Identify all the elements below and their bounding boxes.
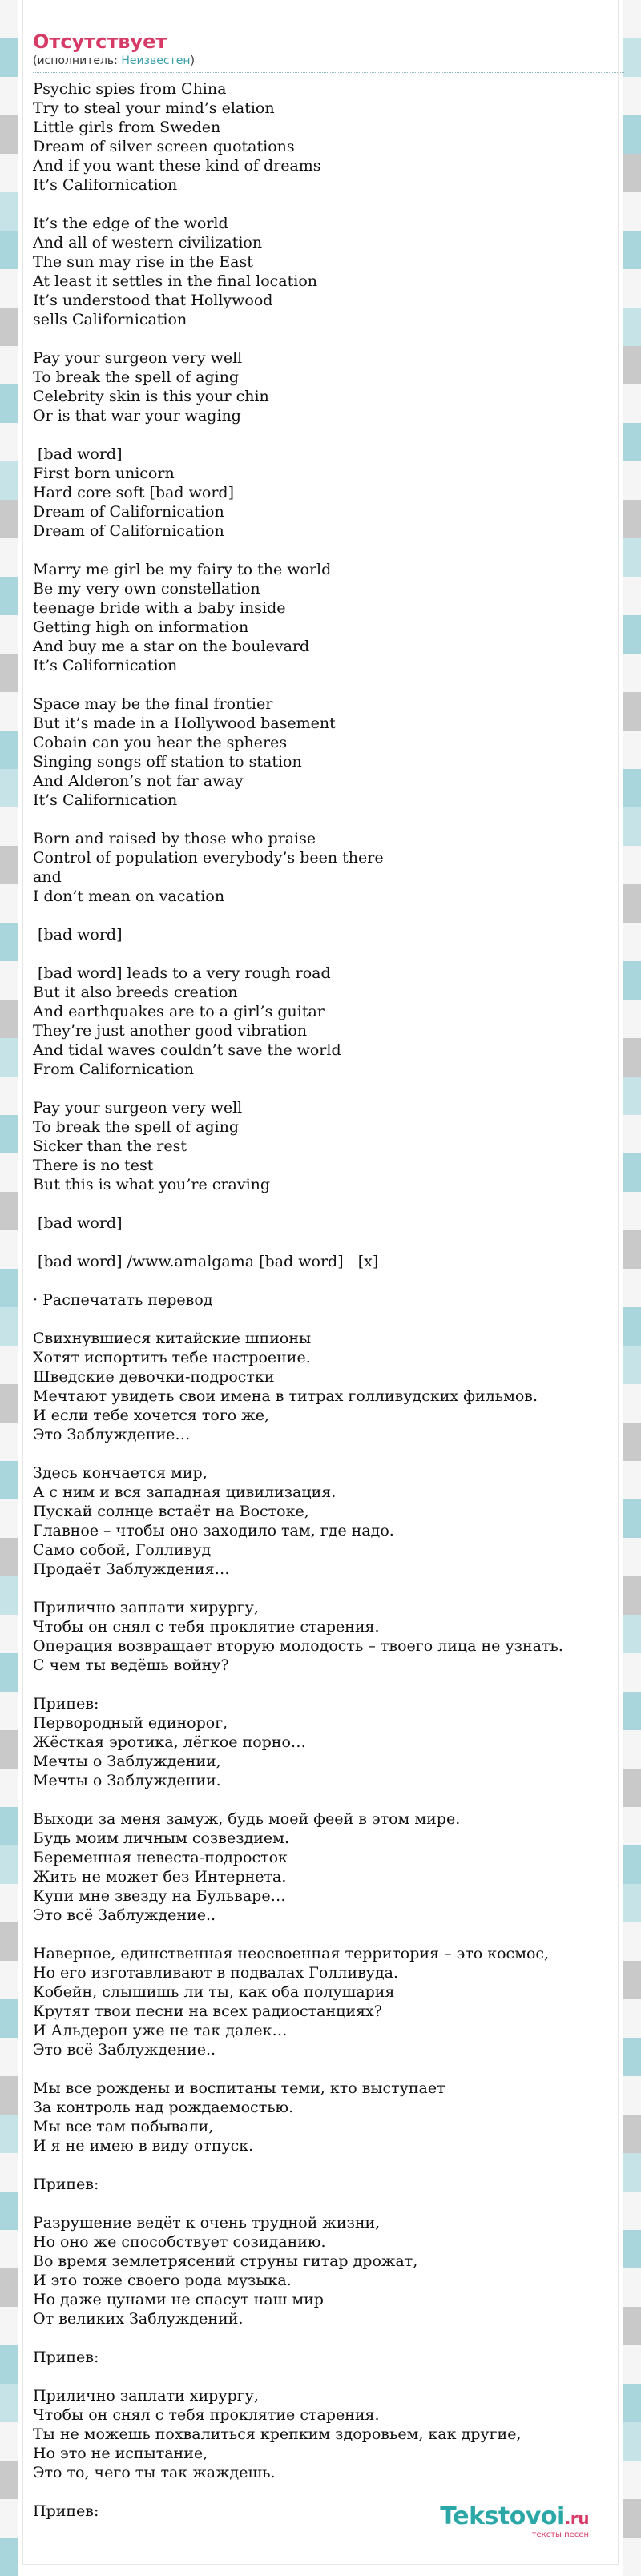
- lyric-line: It’s Californication: [33, 176, 178, 194]
- translation-line: Но даже цунами не спасут наш мир: [33, 2291, 324, 2308]
- translation-line: Это всё Заблуждение..: [33, 2041, 216, 2059]
- translation-line: Будь моим личным созвездием.: [33, 1829, 289, 1847]
- lyric-line: teenage bride with a baby inside: [33, 599, 286, 617]
- header-divider: [33, 72, 624, 73]
- performer-suffix: ): [190, 54, 195, 67]
- song-title: Отсутствует: [33, 30, 167, 53]
- lyric-line: Dream of silver screen quotations: [33, 138, 295, 155]
- lyric-line: Little girls from Sweden: [33, 119, 221, 136]
- translation-line: Но его изготавливают в подвалах Голливуда.: [33, 1964, 399, 1982]
- translation-line: От великих Заблуждений.: [33, 2310, 244, 2328]
- lyric-line: There is no test: [33, 1157, 154, 1174]
- lyric-line: Celebrity skin is this your chin: [33, 388, 269, 405]
- lyric-line: Dream of Californication: [33, 503, 224, 521]
- translation-line: Жёсткая эротика, лёгкое порно…: [33, 1733, 306, 1751]
- lyric-line: At least it settles in the final location: [33, 272, 317, 290]
- translation-line: Пускай солнце встаёт на Востоке,: [33, 1503, 309, 1520]
- lyric-line: It’s the edge of the world: [33, 215, 228, 232]
- lyric-line: Born and raised by those who praise: [33, 830, 316, 847]
- right-decorative-stripe: [623, 0, 641, 2564]
- lyric-line: Sicker than the rest: [33, 1137, 187, 1155]
- translation-line: [33, 2367, 618, 2386]
- translation-line: И это тоже своего рода музыка.: [33, 2272, 292, 2289]
- translation-line: Мы все там побывали,: [33, 2118, 214, 2135]
- lyric-line: [33, 944, 618, 964]
- translation-line: Разрушение ведёт к очень трудной жизни,: [33, 2214, 381, 2232]
- performer-prefix: (исполнитель:: [33, 54, 122, 67]
- lyric-line: From Californication: [33, 1061, 195, 1078]
- lyric-line: And all of western civilization: [33, 234, 263, 252]
- translation-line: Жить не может без Интернета.: [33, 1868, 287, 1886]
- translation-line: [33, 1675, 618, 1694]
- performer-line: [33, 53, 618, 69]
- translation-line: Припев:: [33, 2349, 99, 2366]
- lyric-line: [33, 329, 618, 348]
- lyric-line: To break the spell of aging: [33, 368, 240, 386]
- translation-line: Перворoдный единорог,: [33, 1714, 228, 1732]
- lyric-line: [33, 425, 618, 445]
- lyrics-text: [23, 79, 618, 2521]
- translation-line: [33, 2155, 618, 2175]
- lyric-line: Marry me girl be my fairy to the world: [33, 561, 332, 578]
- lyric-line: sells Californication: [33, 311, 187, 328]
- performer-link[interactable]: Неизвестен: [121, 54, 191, 67]
- lyric-line: Pay your surgeon very well: [33, 349, 243, 367]
- lyric-line: [33, 810, 618, 829]
- translation-line: Ты не можешь похвалиться крепким здоровьем, как другие,: [33, 2425, 522, 2443]
- lyric-line: But it’s made in a Hollywood basement: [33, 714, 336, 732]
- lyric-line: [33, 1194, 618, 1214]
- site-logo[interactable]: [440, 2503, 589, 2540]
- lyric-line: And tidal waves couldn’t save the world: [33, 1041, 341, 1059]
- lyric-line: [33, 1079, 618, 1098]
- translation-line: Это Заблуждение…: [33, 1426, 191, 1443]
- lyric-line: and: [33, 868, 62, 886]
- translation-line: [33, 1790, 618, 1809]
- lyric-line: It’s understood that Hollywood: [33, 292, 273, 309]
- translation-line: [33, 1444, 618, 1463]
- translation-line: Прилично заплати хирургу,: [33, 1599, 259, 1616]
- translation-line: Это то, чего ты так жаждешь.: [33, 2464, 276, 2481]
- translation-line: Наверное, единственная неосвоенная территория – это космос,: [33, 1945, 550, 1962]
- logo-name: Tekstovoi: [440, 2502, 565, 2530]
- translation-line: Здесь кончается мир,: [33, 1464, 208, 1482]
- lyric-line: Dream of Californication: [33, 522, 224, 540]
- lyric-line: It’s Californication: [33, 791, 178, 809]
- lyric-line: Or is that war your waging: [33, 407, 241, 425]
- lyric-line: To break the spell of aging: [33, 1118, 240, 1136]
- translation-line: Припев:: [33, 2176, 99, 2193]
- translation-line: И Альдерон уже не так далек…: [33, 2022, 288, 2039]
- translation-line: С чем ты ведёшь войну?: [33, 1656, 229, 1674]
- translation-line: Но это не испытание,: [33, 2445, 208, 2462]
- lyric-line: Pay your surgeon very well: [33, 1099, 243, 1117]
- lyric-line: [bad word]: [33, 445, 123, 463]
- translation-line: Выходи за меня замуж, будь моей феей в этом мире.: [33, 1810, 461, 1828]
- translation-line: И если тебе хочется того же,: [33, 1407, 270, 1424]
- print-translation-link[interactable]: · Распечатать перевод: [33, 1291, 213, 1309]
- translation-line: [33, 2482, 618, 2502]
- spacer: [33, 1310, 618, 1329]
- lyric-line: And buy me a star on the boulevard: [33, 638, 310, 655]
- spacer: [33, 1271, 618, 1290]
- translation-line: Припев:: [33, 2502, 99, 2520]
- lyric-line: [33, 195, 618, 214]
- lyric-line: Space may be the final frontier: [33, 695, 273, 713]
- lyric-line: They’re just another good vibration: [33, 1022, 308, 1040]
- translation-line: Это всё Заблуждение..: [33, 1906, 216, 1924]
- translation-line: Хотят испортить тебе настроение.: [33, 1349, 311, 1366]
- song-header: [23, 0, 618, 73]
- translation-line: Свихнувшиеся китайские шпионы: [33, 1330, 312, 1347]
- translation-line: Прилично заплати хирургу,: [33, 2387, 259, 2405]
- lyric-line: Cobain can you hear the spheres: [33, 734, 288, 751]
- lyric-line: Try to steal your mind’s elation: [33, 99, 275, 117]
- translation-line: [33, 2059, 618, 2079]
- main-content: [23, 0, 618, 2564]
- lyric-line: First born unicorn: [33, 465, 175, 482]
- translation-line: А с ним и вся западная цивилизация.: [33, 1483, 337, 1501]
- lyric-line: And if you want these kind of dreams: [33, 157, 321, 175]
- translation-line: [33, 2328, 618, 2348]
- lyric-line: And earthquakes are to a girl’s guitar: [33, 1003, 325, 1020]
- lyric-line: [bad word] leads to a very rough road: [33, 964, 331, 982]
- lyric-line: Be my very own constellation: [33, 580, 260, 598]
- translation-line: Кобейн, слышишь ли ты, как оба полушария: [33, 1983, 395, 2001]
- lyric-line: [bad word] /www.amalgama [bad word] [x]: [33, 1253, 379, 1270]
- translation-line: Операция возвращает вторую молодость – твоего лица не узнать.: [33, 1637, 563, 1655]
- lyric-line: And Alderon’s not far away: [33, 772, 244, 790]
- lyric-line: [33, 1233, 618, 1252]
- translation-line: За контроль над рождаемостью.: [33, 2099, 294, 2116]
- translation-line: Главное – чтобы оно заходило там, где надо.: [33, 1522, 394, 1540]
- translation-line: Само собой, Голливуд: [33, 1541, 212, 1559]
- lyric-line: Getting high on information: [33, 618, 249, 636]
- translation-line: Мечты о Заблуждении,: [33, 1753, 221, 1770]
- lyric-line: But this is what you’re craving: [33, 1176, 271, 1193]
- translation-line: Чтобы он снял с тебя проклятие старения.: [33, 1618, 380, 1636]
- translation-line: [33, 2194, 618, 2213]
- lyric-line: The sun may rise in the East: [33, 253, 253, 271]
- translation-line: Беременная невеста-подросток: [33, 1849, 288, 1866]
- translation-line: Во время землетрясений струны гитар дрожат,: [33, 2252, 418, 2270]
- lyric-line: But it also breeds creation: [33, 984, 238, 1001]
- lyric-line: Control of population everybody’s been there: [33, 849, 384, 867]
- lyric-line: It’s Californication: [33, 657, 178, 674]
- translation-line: Припев:: [33, 1695, 99, 1713]
- lyric-line: Singing songs off station to station: [33, 753, 302, 771]
- lyric-line: Psychic spies from China: [33, 80, 227, 98]
- lyric-line: Hard core soft [bad word]: [33, 484, 234, 501]
- logo-tld: .ru: [564, 2509, 589, 2528]
- lyric-line: [33, 541, 618, 560]
- lyric-line: [bad word]: [33, 926, 123, 944]
- translation-line: [33, 1925, 618, 1944]
- lyric-line: [bad word]: [33, 1214, 123, 1232]
- translation-line: Шведские девочки-подростки: [33, 1368, 275, 1386]
- logo-tagline: тексты песен: [531, 2530, 589, 2539]
- translation-line: Мечтают увидеть свои имена в титрах голливудских фильмов.: [33, 1387, 538, 1405]
- translation-line: Купи мне звезду на Бульваре…: [33, 1887, 286, 1905]
- translation-line: [33, 1579, 618, 1598]
- lyric-line: [33, 675, 618, 694]
- translation-line: Продаёт Заблуждения…: [33, 1560, 230, 1578]
- translation-line: Чтобы он снял с тебя проклятие старения.: [33, 2406, 380, 2424]
- lyric-line: [33, 906, 618, 925]
- translation-line: Мы все рождены и воспитаны теми, кто выступает: [33, 2079, 445, 2097]
- translation-line: Мечты о Заблуждении.: [33, 1772, 221, 1789]
- left-decorative-stripe: [0, 0, 18, 2564]
- translation-line: Но оно же способствует созиданию.: [33, 2233, 326, 2251]
- lyric-line: I don’t mean on vacation: [33, 888, 225, 905]
- translation-line: Крутят твои песни на всех радиостанциях?: [33, 2002, 382, 2020]
- translation-line: И я не имею в виду отпуск.: [33, 2137, 254, 2155]
